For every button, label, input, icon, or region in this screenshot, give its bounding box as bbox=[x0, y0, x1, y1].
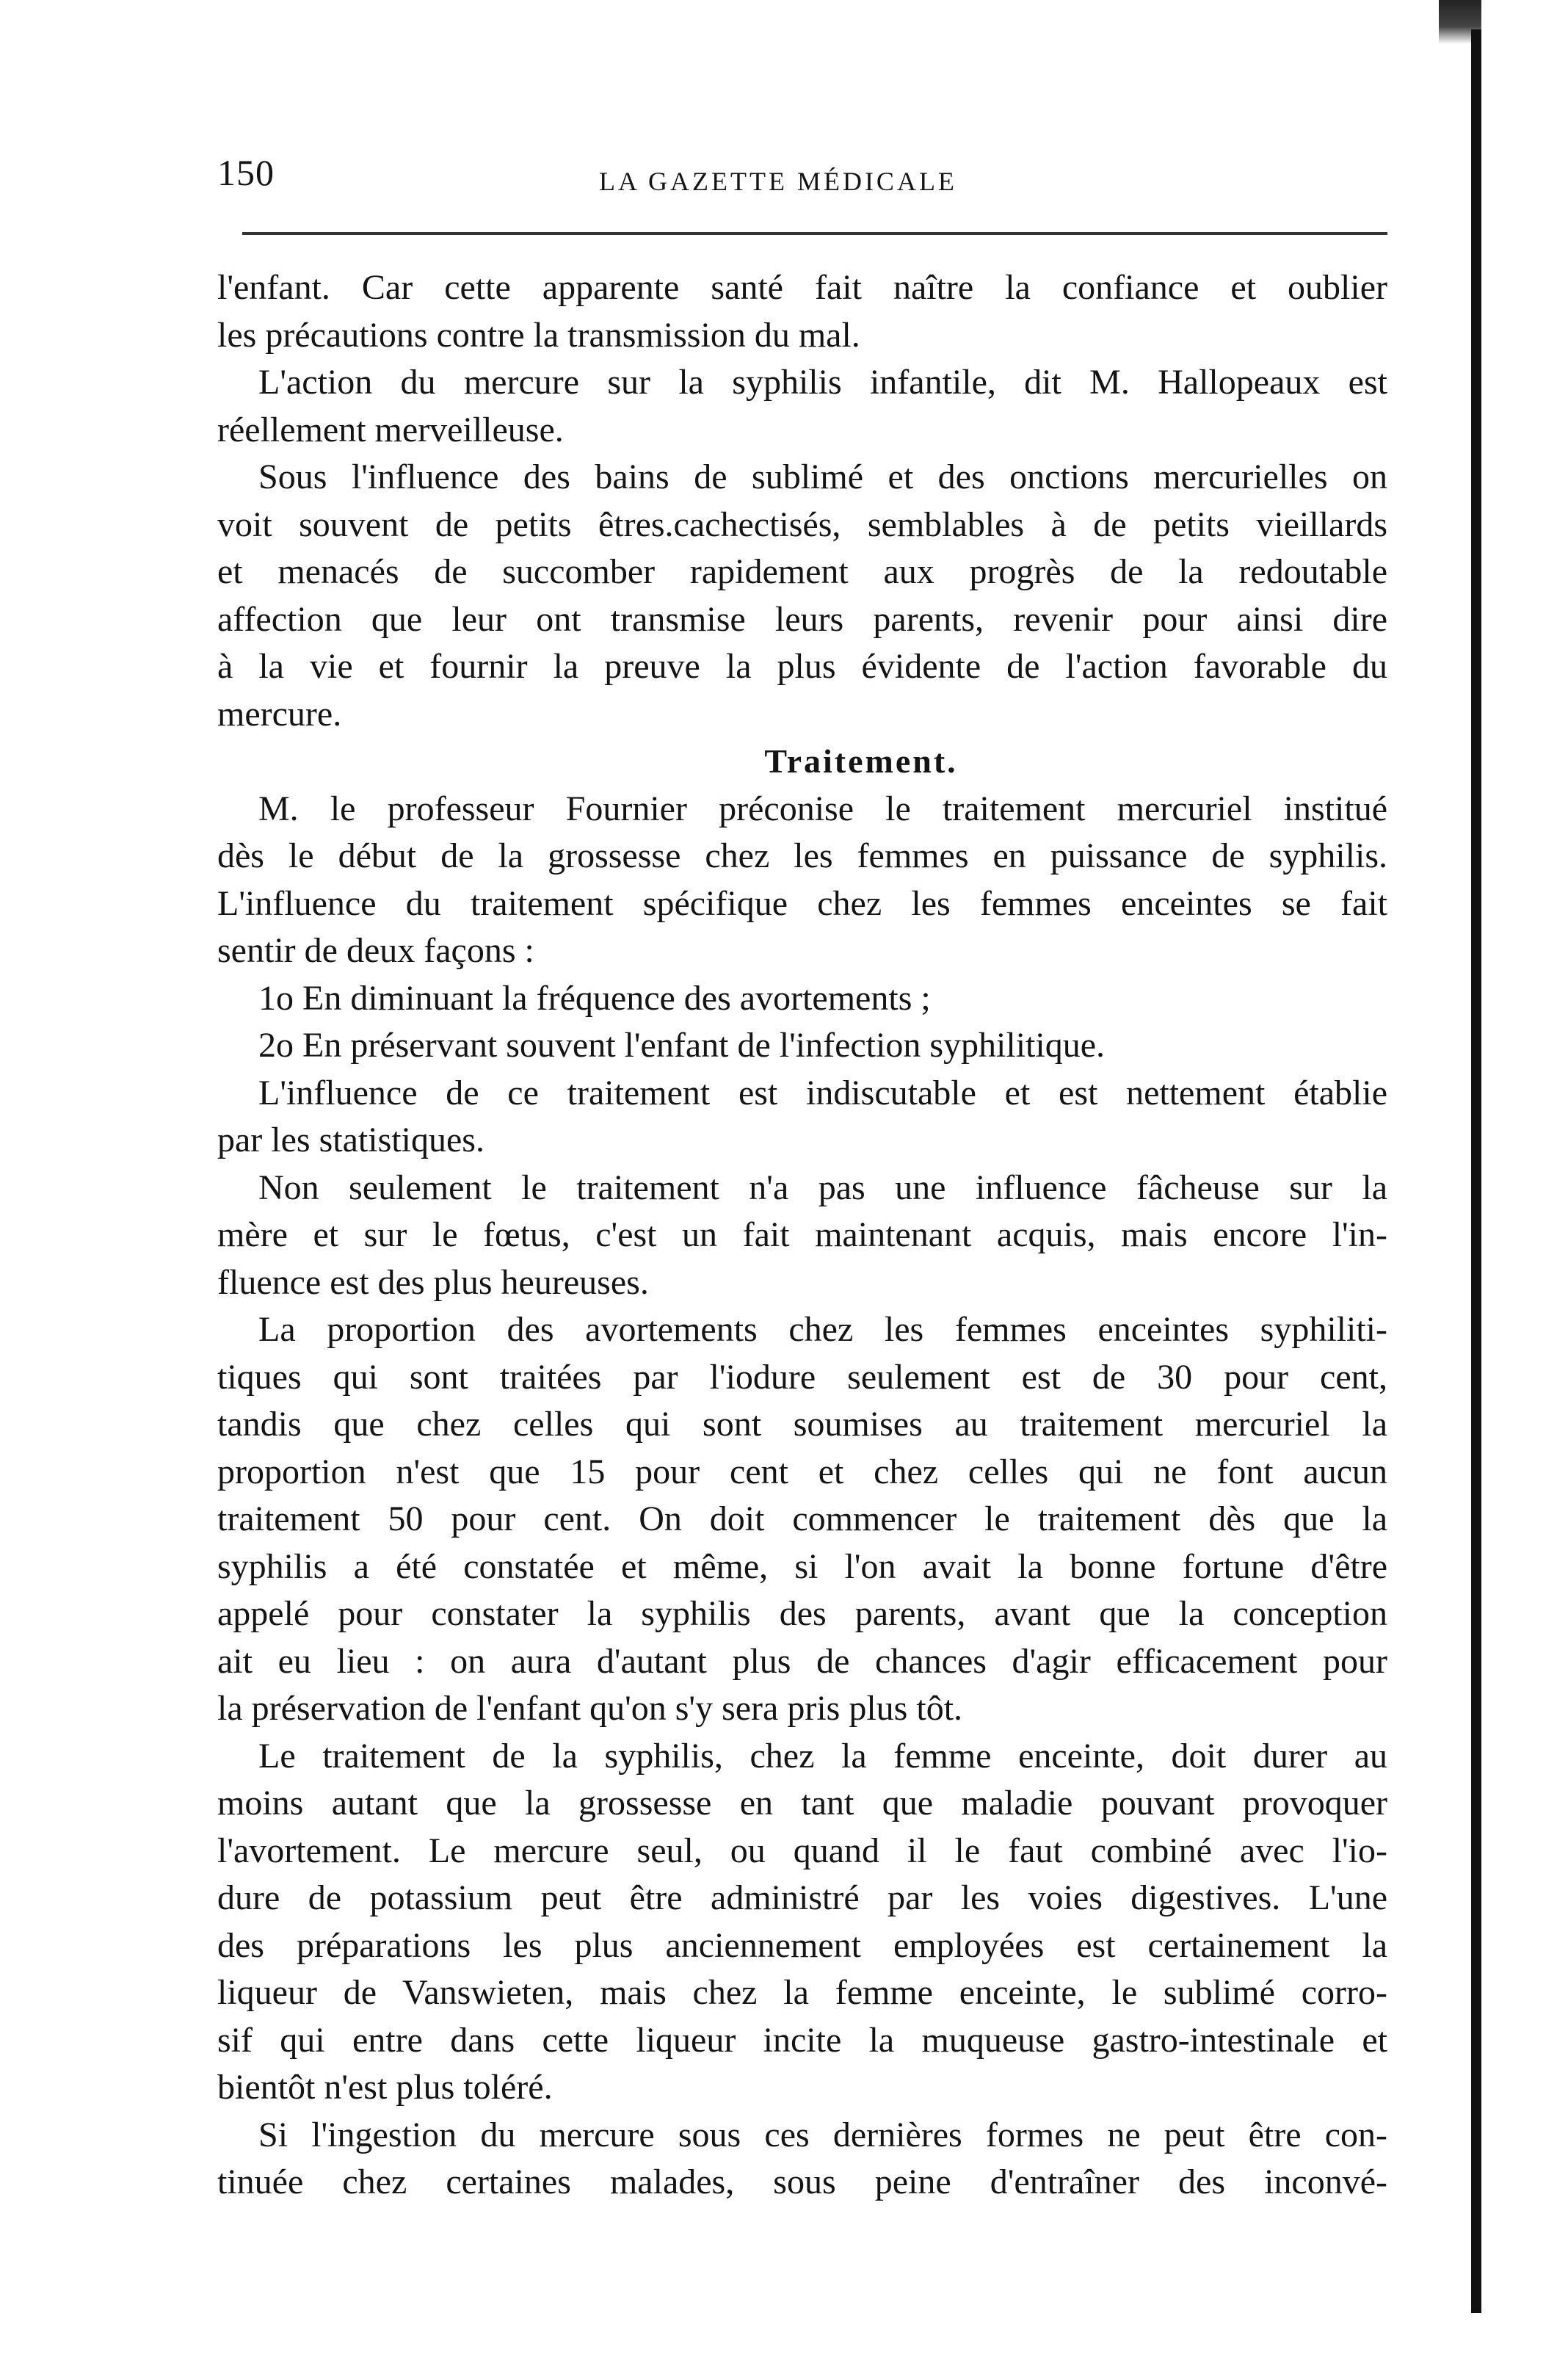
text-line: sentir de deux façons : bbox=[217, 931, 534, 970]
body-text bbox=[217, 264, 1387, 2207]
text-line: traitement 50 pour cent. On doit commencer le traitement dès que la bbox=[217, 1499, 1387, 1538]
text-line: dès le début de la grossesse chez les femmes en puissance de syphilis. bbox=[217, 836, 1387, 875]
text-line: L'influence du traitement spécifique chez les femmes enceintes se fait bbox=[217, 883, 1387, 923]
text-line: fluence est des plus heureuses. bbox=[217, 1262, 649, 1302]
text-line: La proportion des avortements chez les femmes enceintes syphiliti- bbox=[258, 1310, 1387, 1349]
text-line: voit souvent de petits êtres.cachectisés, semblables à de petits vieillards bbox=[217, 504, 1387, 544]
text-line: et menacés de succomber rapidement aux progrès de la redoutable bbox=[217, 552, 1387, 591]
text-line: L'influence de ce traitement est indiscutable et est nettement établie bbox=[258, 1073, 1387, 1112]
text-line: liqueur de Vanswieten, mais chez la femme enceinte, le sublimé corro- bbox=[217, 1973, 1387, 2012]
header-rule bbox=[242, 232, 1387, 235]
text-line: Sous l'influence des bains de sublimé et des onctions mercurielles on bbox=[258, 457, 1387, 496]
text-line: proportion n'est que 15 pour cent et chez celles qui ne font aucun bbox=[217, 1452, 1387, 1491]
text-line: bientôt n'est plus toléré. bbox=[217, 2068, 553, 2107]
page-number: 150 bbox=[217, 152, 275, 193]
text-line: ait eu lieu : on aura d'autant plus de chances d'agir efficacement pour bbox=[217, 1641, 1387, 1681]
text-line: dure de potassium peut être administré par les voies digestives. L'une bbox=[217, 1878, 1387, 1917]
text-line: l'avortement. Le mercure seul, ou quand il le faut combiné avec l'io- bbox=[217, 1831, 1387, 1870]
text-line: tiques qui sont traitées par l'iodure seulement est de 30 pour cent, bbox=[217, 1357, 1387, 1397]
text-line: M. le professeur Fournier préconise le traitement mercuriel institué bbox=[258, 789, 1387, 828]
text-line: des préparations les plus anciennement employées est certainement la bbox=[217, 1925, 1387, 1965]
section-heading: Traitement. bbox=[764, 742, 958, 780]
page-edge-shadow bbox=[1471, 29, 1481, 2313]
text-line: l'enfant. Car cette apparente santé fait naître la confiance et oublier bbox=[217, 268, 1387, 307]
text-line: les précautions contre la transmission du mal. bbox=[217, 315, 860, 355]
text-line: tandis que chez celles qui sont soumises au traitement mercuriel la bbox=[217, 1405, 1387, 1444]
text-line: sif qui entre dans cette liqueur incite la muqueuse gastro-intestinale et bbox=[217, 2020, 1387, 2060]
list-item: 1o En diminuant la fréquence des avortements ; bbox=[258, 978, 931, 1018]
text-line: L'action du mercure sur la syphilis infantile, dit M. Hallopeaux est bbox=[258, 363, 1387, 402]
list-item: 2o En préservant souvent l'enfant de l'infection syphilitique. bbox=[258, 1026, 1106, 1065]
text-line: à la vie et fournir la preuve la plus évidente de l'action favorable du bbox=[217, 647, 1387, 686]
text-line: Non seulement le traitement n'a pas une influence fâcheuse sur la bbox=[258, 1168, 1387, 1207]
text-line: Si l'ingestion du mercure sous ces dernières formes ne peut être con- bbox=[258, 2115, 1387, 2154]
text-line: affection que leur ont transmise leurs parents, revenir pour ainsi dire bbox=[217, 599, 1387, 639]
text-line: syphilis a été constatée et même, si l'on avait la bonne fortune d'être bbox=[217, 1546, 1387, 1586]
text-line: appelé pour constater la syphilis des parents, avant que la conception bbox=[217, 1594, 1387, 1633]
text-line: la préservation de l'enfant qu'on s'y sera pris plus tôt. bbox=[217, 1689, 963, 1728]
text-line: mercure. bbox=[217, 694, 342, 734]
running-title: LA GAZETTE MÉDICALE bbox=[599, 167, 957, 196]
text-line: Le traitement de la syphilis, chez la femme enceinte, doit durer au bbox=[258, 1736, 1387, 1776]
text-line: mère et sur le fœtus, c'est un fait maintenant acquis, mais encore l'in- bbox=[217, 1215, 1387, 1254]
text-line: par les statistiques. bbox=[217, 1121, 484, 1159]
text-line: réellement merveilleuse. bbox=[217, 410, 564, 449]
text-line: moins autant que la grossesse en tant que maladie pouvant provoquer bbox=[217, 1784, 1387, 1823]
text-line: tinuée chez certaines malades, sous peine d'entraîner des inconvé- bbox=[217, 2162, 1387, 2201]
page-header bbox=[217, 151, 1377, 203]
